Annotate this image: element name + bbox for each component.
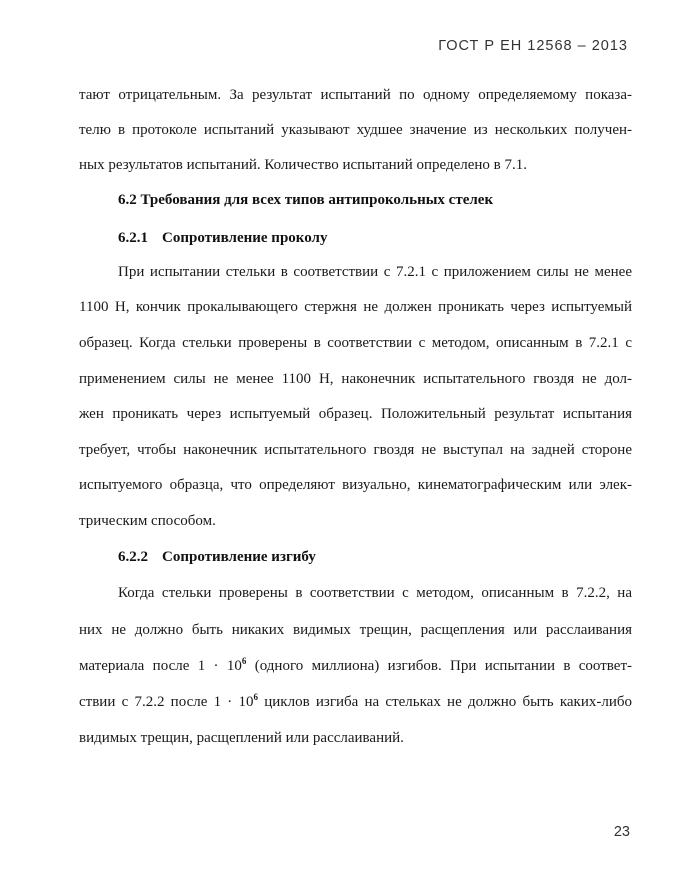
paragraph-line: видимых трещин, расщеплений или расслаиваний. [79, 730, 404, 746]
standard-header: ГОСТ Р ЕН 12568 – 2013 [438, 38, 628, 54]
paragraph-line: образец. Когда стельки проверены в соответствии с методом, описанным в 7.2.1 с [79, 335, 632, 351]
intro-line: телю в протоколе испытаний указывают худшее значение из нескольких получен- [79, 122, 632, 138]
paragraph-line: ствии с 7.2.2 после $1 \cdot 10^6$ циклов изгиба на стельках не должно быть каких-либо [79, 692, 632, 710]
paragraph-line: жен проникать через испытуемый образец. Положительный результат испытания [79, 406, 632, 422]
paragraph-line: применением силы не менее 1100 Н, наконечник испытательного гвоздя не дол- [79, 371, 632, 387]
intro-line: тают отрицательным. За результат испытаний по одному определяемому показа- [79, 87, 632, 103]
paragraph-line: них не должно быть никаких видимых трещин, расщепления или расслаивания [79, 622, 632, 638]
exponent: 6 [241, 656, 247, 666]
paragraph-line: трическим способом. [79, 513, 216, 529]
exponent: 6 [253, 692, 259, 702]
section-heading-6-2: 6.2 Требования для всех типов антипрокольных стелек [118, 192, 494, 208]
paragraph-line: требует, чтобы наконечник испытательного гвоздя не выступал на задней стороне [79, 442, 632, 458]
section-title: Сопротивление проколу [162, 230, 328, 246]
section-title: Сопротивление изгибу [162, 549, 316, 565]
paragraph-line: Когда стельки проверены в соответствии с методом, описанным в 7.2.2, на [118, 585, 632, 601]
paragraph-line: При испытании стельки в соответствии с 7.2.1 с приложением силы не менее [118, 264, 632, 280]
section-number: 6.2.1 [118, 230, 148, 246]
section-heading-6-2-1 [118, 228, 327, 248]
paragraph-line: испытуемого образца, что определяют визуально, кинематографическим или элек- [79, 477, 632, 493]
intro-line: ных результатов испытаний. Количество испытаний определено в 7.1. [79, 157, 528, 173]
section-heading-6-2-2 [118, 547, 316, 567]
paragraph-line: 1100 Н, кончик прокалывающего стержня не должен проникать через испытуемый [79, 299, 632, 315]
section-number: 6.2.2 [118, 549, 148, 565]
paragraph-line: материала после $1 \cdot 10^6$ (одного миллиона) изгибов. При испытании в соответ- [79, 656, 632, 674]
page-number: 23 [613, 824, 630, 840]
